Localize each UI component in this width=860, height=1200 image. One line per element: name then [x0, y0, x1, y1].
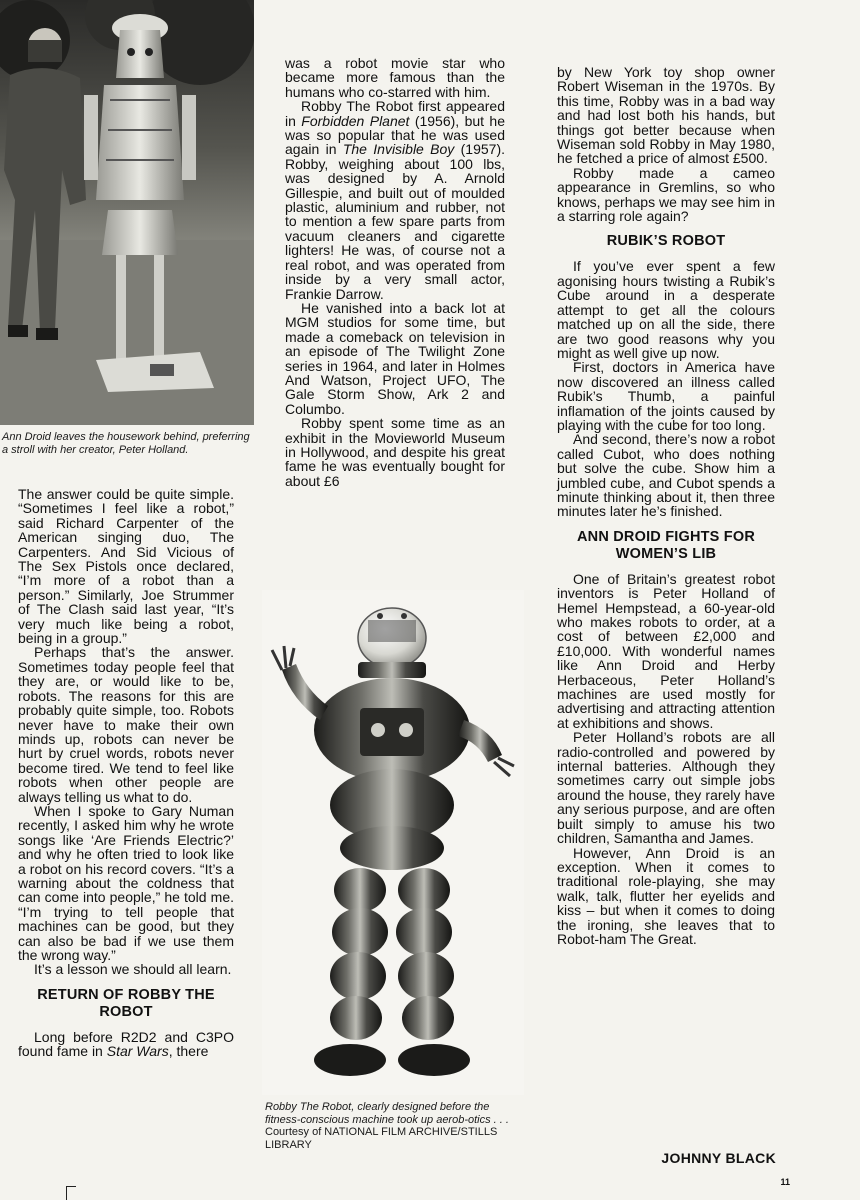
robby-illustration [262, 590, 524, 1095]
col1-paragraph: When I spoke to Gary Numan recently, I asked him why he wrote songs like ‘Are Friends Electric?’ and why he often tried to look like a robot on his record covers. “It’s a warning about the coldness that can come into people,” he told me. “I’m trying to tell people that machines can be good, but they can also be bad if we use them the wrong way.” [18, 802, 234, 963]
crop-mark [66, 1186, 76, 1187]
photo-robby-the-robot [262, 590, 524, 1095]
article-column-2 [285, 56, 505, 488]
col3-paragraph: If you’ve ever spent a few agonising hours twisting a Rubik’s Cube around in a desperate attempt to get all the colours matched up on all the side, there are two good reasons why you might as well give up now. [557, 258, 775, 361]
col3-paragraph: One of Britain’s greatest robot inventors is Peter Holland of Hemel Hempstead, a 60-year-old who makes robots to order, at a cost of between £2,000 and £10,000. With wonderful names like Ann Droid and Herby Herbaceous, Peter Holland’s machines are used mostly for advertising and attracting attention at exhibitions and shows. [557, 570, 775, 731]
ann-droid-illustration [0, 0, 254, 425]
col3-paragraph: First, doctors in America have now discovered an illness called Rubik’s Thumb, a painful inflamation of the joints caused by playing with the cube for too long. [557, 359, 775, 433]
photo-caption-ann-droid: Ann Droid leaves the housework behind, preferring a stroll with her creator, Peter Holland. [2, 431, 250, 456]
col3-paragraph: And second, there’s now a robot called Cubot, who does nothing but solve the cube. Show him a jumbled cube, and Cubot spends a minute thinking about it, then three minutes later he’s finished. [557, 431, 775, 520]
col1-paragraph: It’s a lesson we should all learn. [34, 961, 232, 978]
article-column-1 [18, 487, 234, 1059]
col3-paragraph: by New York toy shop owner Robert Wiseman in the 1970s. By this time, Robby was in a bad way and had lost both his hands, but things got better because when Wiseman sold Robby in May 1980, he fetched a price of almost £500. [557, 64, 775, 167]
crop-mark [66, 1186, 67, 1200]
col2-paragraph: He vanished into a back lot at MGM studios for some time, but made a comeback on television in an episode of The Twilight Zone series in 1964, and later in Holmes And Watson, Project UFO, The Gale Storm Show, Ark 2 and Columbo. [285, 299, 505, 417]
heading-rubiks-robot: RUBIK’S ROBOT [606, 233, 726, 250]
photo-credit: Courtesy of NATIONAL FILM ARCHIVE/STILLS LIBRARY [265, 1126, 498, 1151]
col1-paragraph: The answer could be quite simple. “Sometimes I feel like a robot,” said Richard Carpenter of the American singing duo, The Carpenters. And Sid Vicious of The Sex Pistols once declared, “I’m more of a robot than a person.” Similarly, Joe Strummer of The Clash said last year, “It’s very much like being a robot, being in a group.” [18, 486, 234, 647]
heading-return-of-robby: RETURN OF ROBBY THE ROBOT [37, 986, 215, 1020]
col3-paragraph: However, Ann Droid is an exception. When it comes to traditional role-playing, she may walk, talk, flutter her eyelids and kiss – but when it comes to doing the ironing, she leaves that to Robot-ham The Great. [557, 844, 775, 947]
article-column-3 [557, 65, 775, 946]
col2-paragraph: Robby spent some time as an exhibit in the Movieworld Museum in Hollywood, and despite his great fame he was eventually bought for about £6 [285, 415, 505, 489]
page-number: 11 [780, 1177, 790, 1187]
photo-caption-robby [265, 1101, 527, 1151]
col2-paragraph: Robby The Robot first appeared in Forbidden Planet (1956), but he was so popular that he was used again in The Invisible Boy (1957). Robby, weighing about 100 lbs, was designed by A. Arnold Gillespie, and built out of moulded plastic, aluminium and rubber, not to mention a few spare parts from vacuum cleaners and cigarette lighters! He was, of course not a real robot, and was operated from inside by a very small actor, Frankie Darrow. [285, 98, 506, 302]
col3-paragraph: Robby made a cameo appearance in Gremlins, so who knows, perhaps we may see him in a starring role again? [557, 164, 775, 225]
author-byline: JOHNNY BLACK [661, 1150, 776, 1166]
col2-paragraph: was a robot movie star who became more famous than the humans who co-starred with him. [285, 55, 505, 100]
col1-paragraph: Long before R2D2 and C3PO found fame in Star Wars, there [18, 1028, 234, 1060]
photo-ann-droid [0, 0, 254, 425]
robby-caption-text: Robby The Robot, clearly designed before the fitness-conscious machine took up aerob-otics . . . [265, 1101, 509, 1126]
col1-paragraph: Perhaps that’s the answer. Sometimes today people feel that they are, or would like to be, robots. The reasons for this are probably quite simple, too. Robots never have to make their own minds up, robots can never be hurt by cruel words, robots never become tired. We tend to feel like robots when other people are always telling us what to do. [18, 644, 234, 805]
col3-paragraph: Peter Holland’s robots are all radio-controlled and powered by internal batteries. Although they sometimes carry out simple jobs around the house, they rarely have any serious purpose, and are often built simply to amuse his two children, Samantha and James. [557, 729, 775, 847]
heading-ann-droid: ANN DROID FIGHTS FOR WOMEN’S LIB [577, 528, 755, 562]
